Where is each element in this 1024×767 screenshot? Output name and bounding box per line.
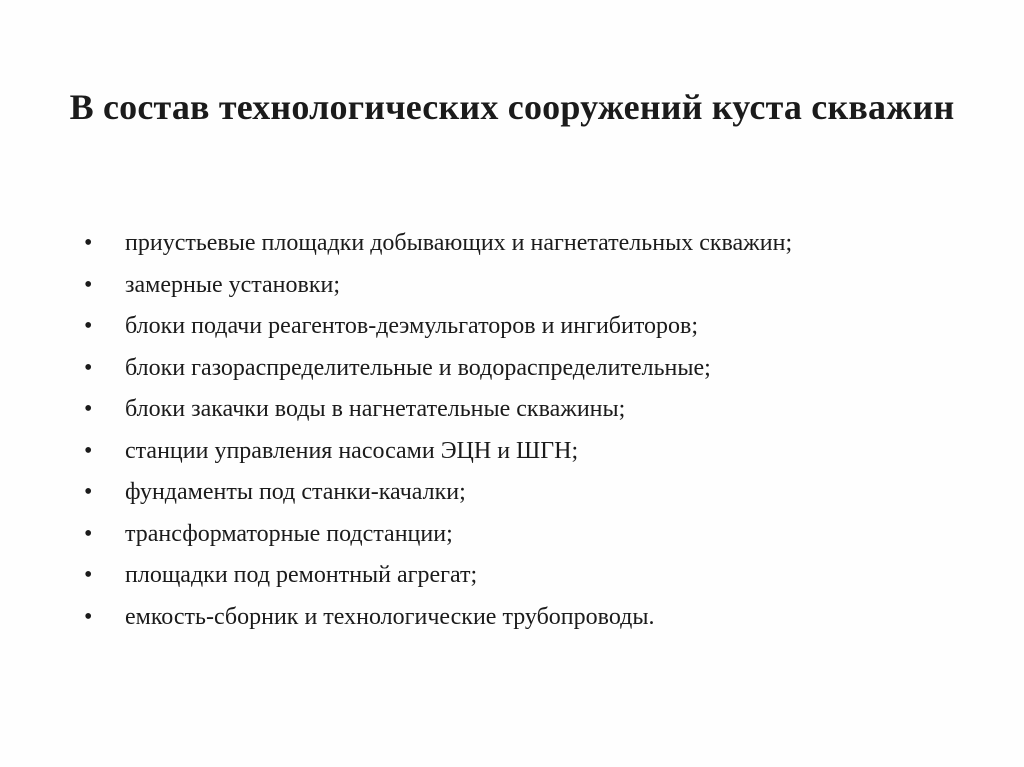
list-item-text: емкость-сборник и технологические трубопроводы. xyxy=(125,603,655,630)
list-item-text: фундаменты под станки-качалки; xyxy=(125,479,466,505)
list-item xyxy=(84,431,964,473)
list-item xyxy=(84,555,964,597)
bullet-icon: • xyxy=(84,479,93,505)
list-item xyxy=(84,389,964,431)
list-item-text: блоки газораспределительные и водораспределительные; xyxy=(125,354,711,381)
bullet-icon: • xyxy=(84,396,93,422)
list-item-text: трансформаторные подстанции; xyxy=(125,520,453,547)
list-item-text: блоки закачки воды в нагнетательные скважины; xyxy=(125,396,626,422)
list-item xyxy=(84,472,964,514)
list-item-text: площадки под ремонтный агрегат; xyxy=(125,562,478,588)
list-item-text: приустьевые площадки добывающих и нагнетательных скважин; xyxy=(125,230,793,256)
list-item xyxy=(84,265,964,307)
bullet-icon: • xyxy=(84,603,93,630)
bullet-icon: • xyxy=(84,354,93,381)
bullet-icon: • xyxy=(84,313,93,339)
bullet-icon: • xyxy=(84,437,93,464)
list-item xyxy=(84,348,964,390)
list-item-text: блоки подачи реагентов-деэмульгаторов и ингибиторов; xyxy=(125,313,699,339)
bullet-list xyxy=(84,223,964,638)
bullet-icon: • xyxy=(84,230,93,256)
list-item xyxy=(84,223,964,265)
list-item-text: станции управления насосами ЭЦН и ШГН; xyxy=(125,437,579,464)
list-item-text: замерные установки; xyxy=(125,271,341,298)
bullet-icon: • xyxy=(84,271,93,298)
list-item xyxy=(84,597,964,639)
list-item xyxy=(84,514,964,556)
list-item xyxy=(84,306,964,348)
bullet-icon: • xyxy=(84,562,93,588)
bullet-icon: • xyxy=(84,520,93,547)
slide-title: В состав технологических сооружений куста скважин xyxy=(69,87,955,127)
